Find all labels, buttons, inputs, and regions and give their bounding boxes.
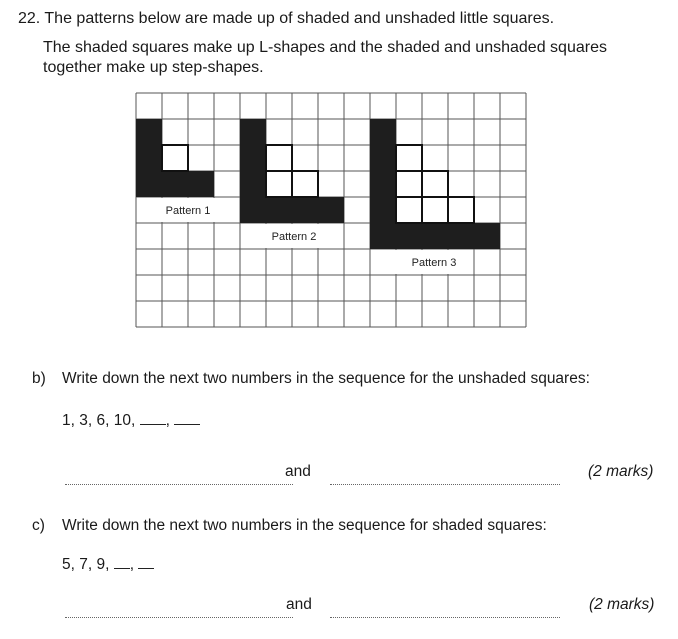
shaded-vertical-bar [136,119,162,197]
part-c-answer-line-2[interactable] [330,617,560,618]
shaded-vertical-bar [240,119,266,223]
shaded-horizontal-bar [396,223,500,249]
unshaded-square [162,145,188,171]
unshaded-square [292,171,318,197]
part-c-blank-1[interactable] [114,556,130,569]
unshaded-square [422,197,448,223]
pattern-label: Pattern 3 [411,257,457,269]
question-intro-line-1: The shaded squares make up L-shapes and the shaded and unshaded squares [43,39,607,56]
part-c-and: and [286,596,312,613]
unshaded-square [266,145,292,171]
part-c-letter: c) [32,517,45,534]
part-b-blank-1[interactable] [140,412,166,425]
part-c-blank-2[interactable] [138,556,154,569]
shaded-vertical-bar [370,119,396,249]
part-b-sequence [62,412,200,430]
part-c-separator: , [129,556,135,573]
part-c-sequence [62,556,154,574]
part-c-prompt: Write down the next two numbers in the sequence for shaded squares: [62,517,547,534]
shaded-horizontal-bar [266,197,344,223]
part-b-blank-2[interactable] [174,412,200,425]
pattern-label: Pattern 2 [271,231,317,243]
part-b-answer-line-1[interactable] [65,484,293,485]
unshaded-square [266,171,292,197]
part-b-answer-line-2[interactable] [330,484,560,485]
part-b-and: and [285,463,311,480]
part-b-letter: b) [32,370,46,387]
part-c-sequence-values: 5, 7, 9, [62,556,110,573]
part-b-prompt: Write down the next two numbers in the sequence for the unshaded squares: [62,370,590,387]
part-c-marks: (2 marks) [589,596,655,613]
pattern-label: Pattern 1 [165,205,211,217]
unshaded-square [396,145,422,171]
part-b-sequence-values: 1, 3, 6, 10, [62,412,136,429]
unshaded-square [448,197,474,223]
question-title: 22. The patterns below are made up of shaded and unshaded little squares. [18,10,555,27]
part-c-answer-line-1[interactable] [65,617,293,618]
question-intro-line-2: together make up step-shapes. [43,59,264,76]
part-b-separator: , [165,412,170,429]
unshaded-square [396,197,422,223]
part-b-marks: (2 marks) [588,463,654,480]
shaded-horizontal-bar [162,171,214,197]
unshaded-square [422,171,448,197]
pattern-1 [136,119,214,197]
pattern-3 [370,119,500,249]
unshaded-square [396,171,422,197]
